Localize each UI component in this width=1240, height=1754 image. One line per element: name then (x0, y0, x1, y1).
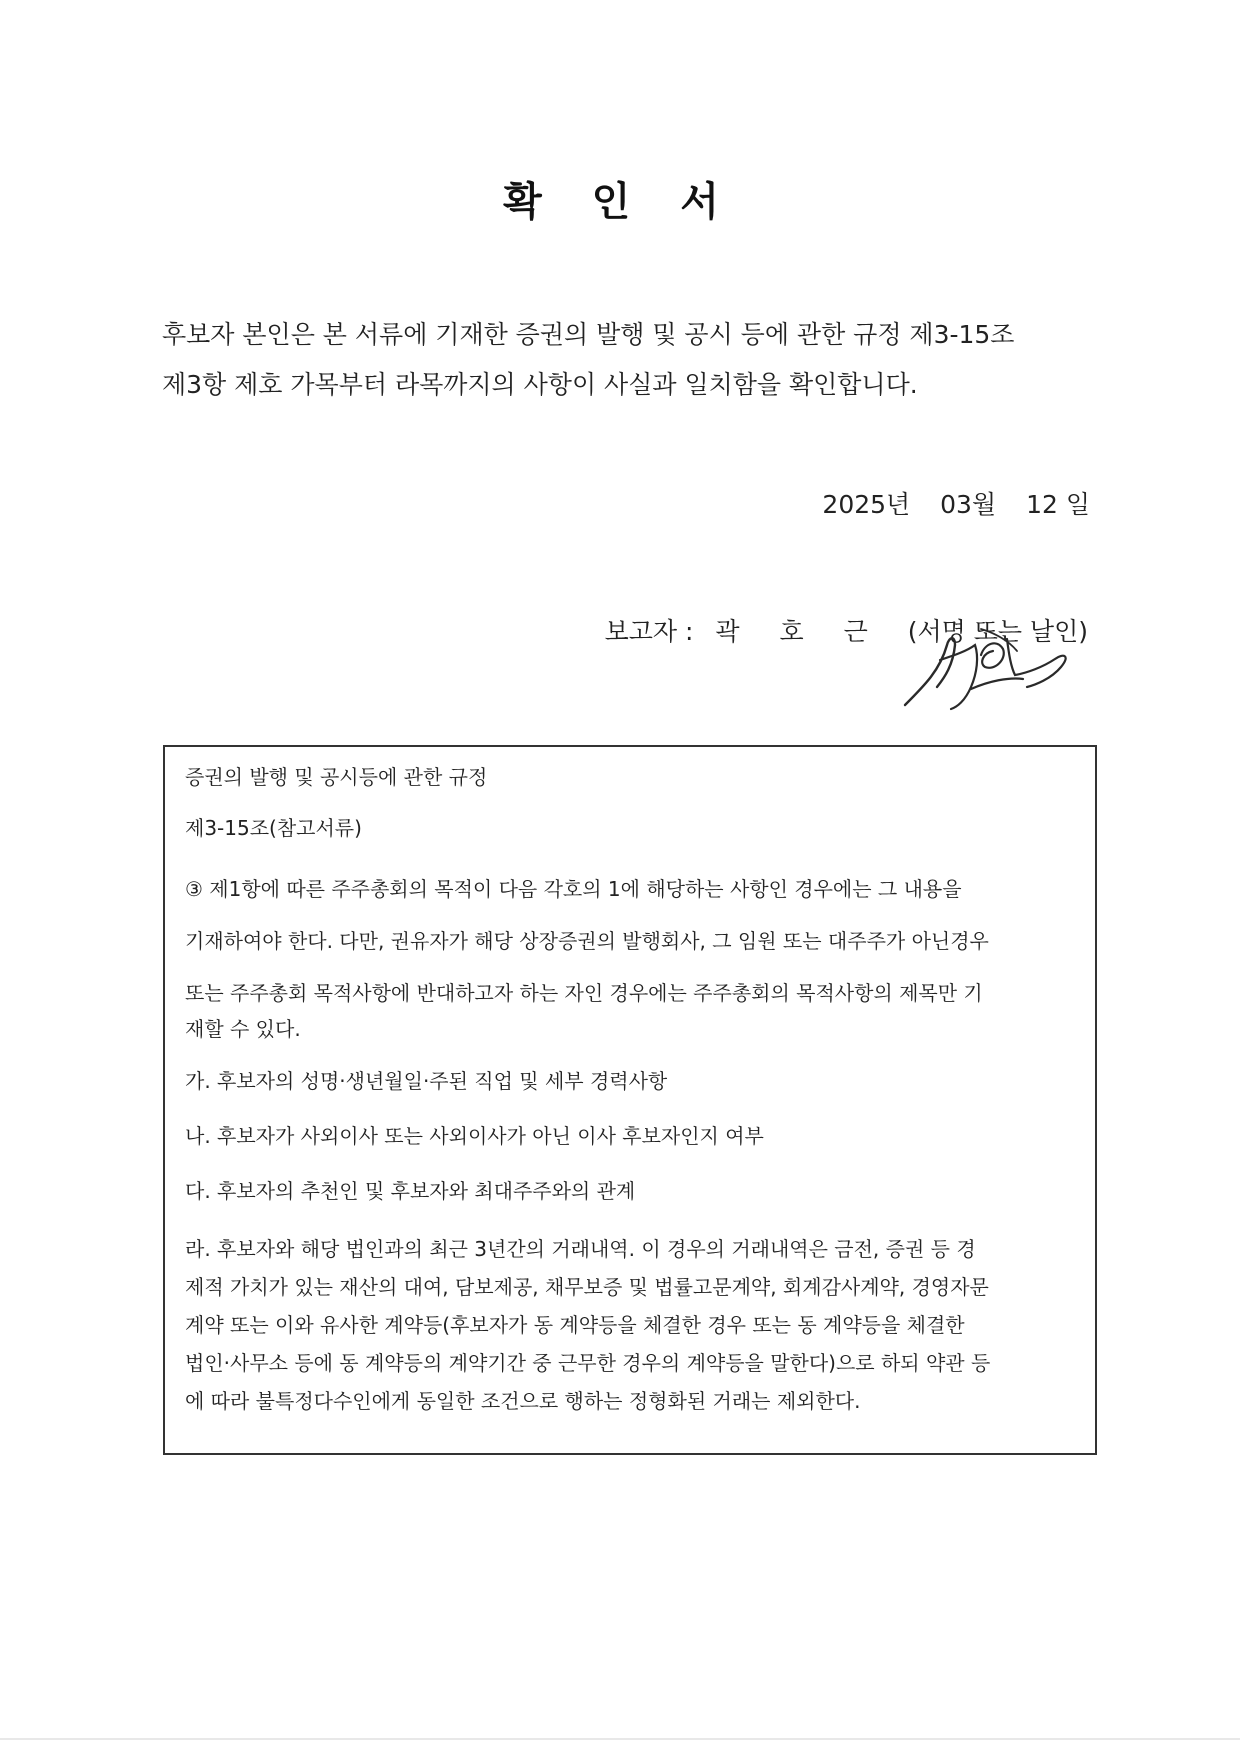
document-title: 확 인 서 (503, 179, 737, 225)
reporter-name: 곽 호 근 (715, 617, 884, 646)
paragraph-3-line-3: 또는 주주총회 목적사항에 반대하고자 하는 자인 경우에는 주주총회의 목적사항의 제목만 기 (185, 981, 983, 1005)
date-month: 03월 (940, 490, 997, 519)
statement-line-1: 후보자 본인은 본 서류에 기재한 증권의 발행 및 공시 등에 관한 규정 제3-15조 (162, 320, 1015, 349)
item-ra-line-4: 법인·사무소 등에 동 계약등의 계약기간 중 근무한 경우의 계약등을 말한다)으로 하되 약관 등 (185, 1351, 991, 1375)
item-ra-line-5: 에 따라 불특정다수인에게 동일한 조건으로 행하는 정형화된 거래는 제외한다. (185, 1389, 861, 1413)
signature-note: (서명 또는 날인) (907, 617, 1088, 646)
item-da: 다. 후보자의 추천인 및 후보자와 최대주주와의 관계 (185, 1179, 636, 1203)
handwritten-signature (885, 615, 1095, 715)
paragraph-3 (185, 863, 1075, 1019)
scan-edge-line (0, 1738, 1240, 1740)
item-na: 나. 후보자가 사외이사 또는 사외이사가 아닌 이사 후보자인지 여부 (185, 1124, 764, 1148)
regulation-reference-box (163, 745, 1097, 1455)
item-ga: 가. 후보자의 성명·생년월일·주된 직업 및 세부 경력사항 (185, 1069, 668, 1093)
item-ra-line-2: 제적 가치가 있는 재산의 대여, 담보제공, 채무보증 및 법률고문계약, 회계감사계약, 경영자문 (185, 1275, 989, 1299)
date-year: 2025년 (822, 490, 911, 519)
document-date (816, 485, 1090, 521)
paragraph-3-line-2: 기재하여야 한다. 다만, 권유자가 해당 상장증권의 발행회사, 그 임원 또는 대주주가 아닌경우 (185, 929, 989, 953)
item-ra-line-3: 계약 또는 이와 유사한 계약등(후보자가 동 계약등을 체결한 경우 또는 동 계약등을 체결한 (185, 1313, 965, 1337)
confirmation-statement (162, 310, 1092, 410)
regulation-name: 증권의 발행 및 공시등에 관한 규정 (185, 765, 488, 789)
statement-line-2: 제3항 제호 가목부터 라목까지의 사항이 사실과 일치함을 확인합니다. (162, 370, 918, 399)
date-day: 12 일 (1026, 490, 1090, 519)
paragraph-3-tail: 재할 수 있다. (185, 1017, 301, 1041)
item-ra-line-1: 라. 후보자와 해당 법인과의 최근 3년간의 거래내역. 이 경우의 거래내역은 금전, 증권 등 경 (185, 1237, 976, 1261)
paragraph-3-line-1: ③ 제1항에 따른 주주총회의 목적이 다음 각호의 1에 해당하는 사항인 경우에는 그 내용을 (185, 877, 962, 901)
item-ra (185, 1230, 1075, 1420)
reporter-label: 보고자 : (604, 617, 694, 646)
article-title: 제3-15조(참고서류) (185, 816, 362, 840)
